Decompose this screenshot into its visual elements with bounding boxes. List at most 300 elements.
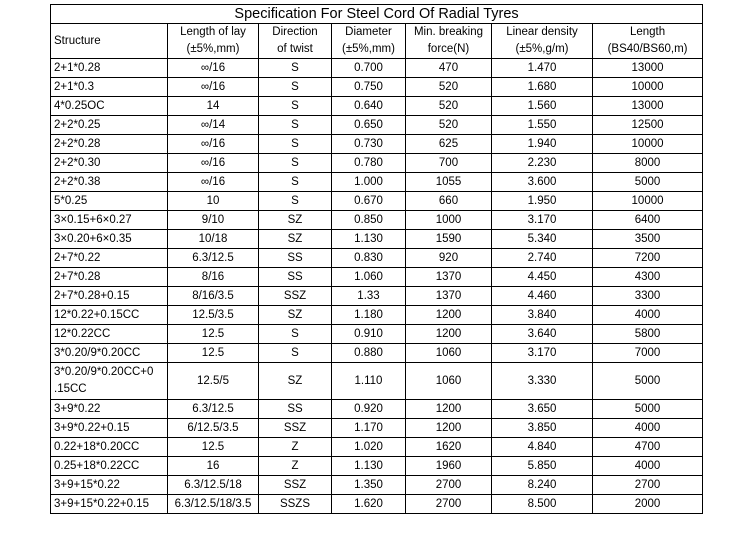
cell-length: [593, 59, 703, 78]
cell-value: 13000: [631, 100, 664, 112]
cell-length-of-lay: [168, 249, 259, 268]
cell-diameter: [332, 154, 406, 173]
cell-structure: [51, 211, 168, 230]
cell-structure: [51, 476, 168, 495]
cell-value: 2+2*0.28: [54, 138, 101, 150]
cell-value: 1.170: [354, 422, 383, 434]
cell-direction-of-twist: [259, 211, 332, 230]
cell-value: 3.170: [527, 214, 557, 226]
cell-value: 3.640: [527, 328, 557, 340]
table-row: [51, 400, 703, 419]
cell-value: 0.700: [354, 62, 383, 74]
cell-diameter: [332, 287, 406, 306]
cell-value: 0.650: [354, 119, 383, 131]
cell-min-breaking-force: [406, 249, 492, 268]
cell-length: [593, 211, 703, 230]
cell-value: 7000: [634, 347, 661, 359]
cell-direction-of-twist: [259, 287, 332, 306]
cell-value: 4300: [634, 271, 661, 283]
cell-structure: [51, 457, 168, 476]
cell-diameter: [332, 457, 406, 476]
spec-table: [50, 4, 703, 514]
cell-linear-density: [492, 154, 593, 173]
cell-length-of-lay: [168, 173, 259, 192]
cell-value: 1370: [435, 271, 462, 283]
cell-value: 1.060: [354, 271, 383, 283]
cell-value: 1.550: [527, 119, 557, 131]
cell-linear-density: [492, 116, 593, 135]
table-row: [51, 59, 703, 78]
table-row: [51, 78, 703, 97]
cell-value: 14: [206, 100, 220, 112]
column-header-length: [593, 24, 703, 59]
cell-direction-of-twist: [259, 344, 332, 363]
cell-min-breaking-force: [406, 287, 492, 306]
cell-value: 10000: [631, 138, 664, 150]
cell-direction-of-twist: [259, 363, 332, 400]
cell-length: [593, 192, 703, 211]
table-row: [51, 173, 703, 192]
cell-length-of-lay: [168, 438, 259, 457]
cell-value: S: [291, 347, 299, 359]
cell-length-of-lay: [168, 135, 259, 154]
cell-value: SZ: [287, 214, 303, 226]
cell-direction-of-twist: [259, 495, 332, 514]
cell-value: 3*0.20/9*0.20CC: [54, 347, 141, 359]
cell-value: 3.850: [527, 422, 557, 434]
cell-linear-density: [492, 438, 593, 457]
cell-value: S: [291, 138, 299, 150]
cell-value: 12.5: [201, 441, 225, 453]
cell-diameter: [332, 495, 406, 514]
cell-value: 6.3/12.5: [192, 403, 234, 415]
cell-direction-of-twist: [259, 419, 332, 438]
cell-value: 1370: [435, 290, 462, 302]
table-row: [51, 192, 703, 211]
cell-value: 0.670: [354, 195, 383, 207]
table-row: [51, 116, 703, 135]
cell-value: 12*0.22CC: [54, 328, 111, 340]
cell-structure: [51, 268, 168, 287]
column-header-line1: Length: [629, 26, 666, 38]
cell-direction-of-twist: [259, 154, 332, 173]
cell-value: 3*0.20/9*0.20CC+0: [54, 366, 154, 378]
cell-value: 3.600: [527, 176, 557, 188]
column-header-line1: Direction: [272, 26, 318, 38]
cell-structure: [51, 78, 168, 97]
cell-value: 2700: [435, 479, 462, 491]
cell-diameter: [332, 192, 406, 211]
cell-value: ∞/16: [200, 157, 226, 169]
cell-direction-of-twist: [259, 268, 332, 287]
cell-diameter: [332, 116, 406, 135]
cell-length: [593, 325, 703, 344]
cell-length-of-lay: [168, 306, 259, 325]
cell-length-of-lay: [168, 230, 259, 249]
cell-diameter: [332, 78, 406, 97]
column-header-line2: (±5%,g/m): [515, 43, 569, 55]
cell-value: ∞/16: [200, 176, 226, 188]
column-header-line1: Diameter: [345, 26, 392, 38]
cell-diameter: [332, 400, 406, 419]
cell-value: 1060: [435, 347, 462, 359]
cell-linear-density: [492, 249, 593, 268]
cell-value: 2+2*0.38: [54, 176, 101, 188]
cell-value: 8/16: [201, 271, 225, 283]
cell-value: 0.910: [354, 328, 383, 340]
cell-min-breaking-force: [406, 457, 492, 476]
cell-value: 1960: [435, 460, 462, 472]
cell-structure: [51, 116, 168, 135]
cell-value: 8000: [634, 157, 661, 169]
cell-value: 10: [206, 195, 220, 207]
cell-length: [593, 306, 703, 325]
cell-value: 1620: [435, 441, 462, 453]
cell-direction-of-twist: [259, 476, 332, 495]
cell-length-of-lay: [168, 59, 259, 78]
cell-value: 5000: [634, 403, 661, 415]
cell-value: 3×0.15+6×0.27: [54, 214, 132, 226]
table-row: [51, 230, 703, 249]
cell-value: 12.5: [201, 347, 225, 359]
cell-value: 1.130: [354, 460, 383, 472]
cell-linear-density: [492, 135, 593, 154]
cell-value: 3500: [634, 233, 661, 245]
cell-value: 13000: [631, 62, 664, 74]
cell-value: 2+7*0.28: [54, 271, 101, 283]
cell-diameter: [332, 476, 406, 495]
cell-value: 1000: [435, 214, 462, 226]
table-row: [51, 476, 703, 495]
cell-length: [593, 363, 703, 400]
cell-value: 4.450: [527, 271, 557, 283]
cell-value: ∞/16: [200, 62, 226, 74]
cell-value: 10000: [631, 195, 664, 207]
cell-structure: [51, 363, 168, 400]
cell-value: 0.880: [354, 347, 383, 359]
cell-linear-density: [492, 287, 593, 306]
cell-min-breaking-force: [406, 78, 492, 97]
cell-value: 2.740: [527, 252, 557, 264]
table-row: [51, 438, 703, 457]
cell-value: 1200: [435, 309, 462, 321]
cell-value: 1590: [435, 233, 462, 245]
cell-value: 0.850: [354, 214, 383, 226]
cell-value: 4700: [634, 441, 661, 453]
cell-value: 9/10: [201, 214, 225, 226]
cell-value: 6.3/12.5/18: [184, 479, 242, 491]
cell-min-breaking-force: [406, 495, 492, 514]
cell-value: 4000: [634, 460, 661, 472]
table-row: [51, 306, 703, 325]
cell-value: 4000: [634, 309, 661, 321]
cell-value: 470: [438, 62, 459, 74]
cell-structure: [51, 249, 168, 268]
cell-linear-density: [492, 400, 593, 419]
cell-value: 1.33: [357, 290, 380, 302]
cell-direction-of-twist: [259, 78, 332, 97]
cell-value: 3.330: [527, 374, 557, 387]
cell-value: 3.840: [527, 309, 557, 321]
cell-diameter: [332, 211, 406, 230]
cell-value: 5000: [634, 374, 661, 387]
cell-min-breaking-force: [406, 476, 492, 495]
cell-value: 1200: [435, 422, 462, 434]
cell-diameter: [332, 268, 406, 287]
cell-value: S: [291, 328, 299, 340]
cell-structure: [51, 287, 168, 306]
cell-length-of-lay: [168, 287, 259, 306]
cell-value: 3.650: [527, 403, 557, 415]
cell-value: Z: [291, 460, 299, 472]
column-header-min-breaking-force: [406, 24, 492, 59]
table-row: [51, 249, 703, 268]
cell-min-breaking-force: [406, 135, 492, 154]
cell-direction-of-twist: [259, 438, 332, 457]
cell-min-breaking-force: [406, 211, 492, 230]
cell-length-of-lay: [168, 97, 259, 116]
cell-value: 3.170: [527, 347, 557, 359]
cell-value: SSZ: [283, 290, 307, 302]
cell-diameter: [332, 419, 406, 438]
column-header-length-of-lay: [168, 24, 259, 59]
cell-min-breaking-force: [406, 230, 492, 249]
cell-value: 8.500: [527, 498, 557, 510]
cell-value: Z: [291, 441, 299, 453]
table-row: [51, 211, 703, 230]
cell-length-of-lay: [168, 78, 259, 97]
cell-diameter: [332, 59, 406, 78]
cell-value: 2+1*0.3: [54, 81, 94, 93]
cell-min-breaking-force: [406, 116, 492, 135]
cell-structure: [51, 59, 168, 78]
table-title: Specification For Steel Cord Of Radial Tyres: [51, 5, 703, 24]
cell-length: [593, 78, 703, 97]
cell-min-breaking-force: [406, 97, 492, 116]
column-header-line2: of twist: [277, 43, 313, 55]
cell-direction-of-twist: [259, 230, 332, 249]
cell-value: SSZ: [283, 422, 307, 434]
table-row: [51, 457, 703, 476]
cell-length: [593, 438, 703, 457]
cell-length-of-lay: [168, 268, 259, 287]
cell-length: [593, 287, 703, 306]
cell-structure: [51, 306, 168, 325]
cell-value: 3+9+15*0.22: [54, 479, 120, 491]
cell-value: 1.110: [354, 374, 383, 387]
cell-length-of-lay: [168, 457, 259, 476]
column-header-line2: (±5%,mm): [186, 43, 240, 55]
cell-value: ∞/14: [200, 119, 226, 131]
cell-direction-of-twist: [259, 249, 332, 268]
cell-direction-of-twist: [259, 192, 332, 211]
cell-value: 1.560: [527, 100, 557, 112]
cell-length-of-lay: [168, 400, 259, 419]
cell-value: SZ: [287, 309, 303, 321]
table-row: [51, 495, 703, 514]
cell-value: 700: [438, 157, 459, 169]
table-row: [51, 135, 703, 154]
cell-length-of-lay: [168, 211, 259, 230]
column-header-diameter: [332, 24, 406, 59]
cell-min-breaking-force: [406, 419, 492, 438]
cell-value: 2700: [634, 479, 661, 491]
cell-value: 1200: [435, 403, 462, 415]
cell-length: [593, 476, 703, 495]
cell-value: 1200: [435, 328, 462, 340]
cell-value: 625: [438, 138, 459, 150]
cell-value: 1.940: [527, 138, 557, 150]
cell-value: S: [291, 119, 299, 131]
cell-value: SSZ: [283, 479, 307, 491]
cell-value: 1.350: [354, 479, 383, 491]
cell-value: 0.780: [354, 157, 383, 169]
cell-direction-of-twist: [259, 457, 332, 476]
cell-length-of-lay: [168, 419, 259, 438]
cell-diameter: [332, 97, 406, 116]
cell-linear-density: [492, 211, 593, 230]
cell-structure: [51, 325, 168, 344]
cell-value: 12*0.22+0.15CC: [54, 309, 140, 321]
column-header-line1: Length of lay: [180, 26, 246, 38]
column-header-line2: force(N): [427, 43, 470, 55]
cell-value: S: [291, 62, 299, 74]
cell-value: 10000: [631, 81, 664, 93]
cell-diameter: [332, 230, 406, 249]
cell-value: 520: [438, 100, 459, 112]
cell-structure: [51, 97, 168, 116]
cell-value: SS: [287, 252, 303, 264]
cell-diameter: [332, 173, 406, 192]
cell-linear-density: [492, 363, 593, 400]
cell-direction-of-twist: [259, 97, 332, 116]
cell-direction-of-twist: [259, 173, 332, 192]
cell-value: 2+2*0.30: [54, 157, 101, 169]
cell-min-breaking-force: [406, 192, 492, 211]
cell-structure: [51, 135, 168, 154]
cell-value: 1.180: [354, 309, 383, 321]
cell-value: 16: [206, 460, 220, 472]
cell-value: ∞/16: [200, 138, 226, 150]
cell-linear-density: [492, 173, 593, 192]
cell-direction-of-twist: [259, 135, 332, 154]
cell-value: 0.25+18*0.22CC: [54, 460, 140, 472]
table-row: [51, 419, 703, 438]
cell-value: 2+7*0.22: [54, 252, 101, 264]
column-header-direction-of-twist: [259, 24, 332, 59]
cell-linear-density: [492, 97, 593, 116]
cell-linear-density: [492, 78, 593, 97]
cell-value: 4*0.25OC: [54, 100, 105, 112]
cell-value: SSZS: [279, 498, 311, 510]
cell-diameter: [332, 306, 406, 325]
column-header-line1: Structure: [54, 34, 101, 47]
cell-structure: [51, 173, 168, 192]
cell-length: [593, 173, 703, 192]
cell-linear-density: [492, 306, 593, 325]
table-row: [51, 268, 703, 287]
cell-length-of-lay: [168, 116, 259, 135]
cell-linear-density: [492, 192, 593, 211]
cell-value: 4.840: [527, 441, 557, 453]
table-row: [51, 325, 703, 344]
column-header-line2: (±5%,mm): [342, 43, 395, 55]
cell-direction-of-twist: [259, 116, 332, 135]
cell-value: 2.230: [527, 157, 557, 169]
cell-diameter: [332, 325, 406, 344]
cell-value: 6.3/12.5/18/3.5: [174, 498, 252, 510]
cell-value: 5.850: [527, 460, 557, 472]
cell-linear-density: [492, 59, 593, 78]
cell-linear-density: [492, 419, 593, 438]
cell-value: 8.240: [527, 479, 557, 491]
cell-diameter: [332, 135, 406, 154]
cell-value: S: [291, 81, 299, 93]
cell-value: SZ: [287, 233, 303, 245]
cell-value-continued: .15CC: [54, 383, 87, 395]
cell-value: 2+2*0.25: [54, 119, 101, 131]
cell-value: 3300: [634, 290, 661, 302]
cell-value: 1060: [435, 374, 462, 387]
cell-value: 3+9*0.22+0.15: [54, 422, 130, 434]
cell-linear-density: [492, 230, 593, 249]
cell-value: 5000: [634, 176, 661, 188]
cell-length: [593, 268, 703, 287]
cell-value: 0.640: [354, 100, 383, 112]
cell-structure: [51, 495, 168, 514]
table-row: [51, 363, 703, 400]
cell-value: 1.000: [354, 176, 383, 188]
cell-min-breaking-force: [406, 438, 492, 457]
cell-linear-density: [492, 476, 593, 495]
cell-diameter: [332, 363, 406, 400]
cell-value: 3×0.20+6×0.35: [54, 233, 132, 245]
cell-linear-density: [492, 457, 593, 476]
cell-value: ∞/16: [200, 81, 226, 93]
cell-value: SS: [287, 403, 303, 415]
cell-linear-density: [492, 495, 593, 514]
cell-value: 12500: [631, 119, 664, 131]
cell-value: 12.5/5: [197, 374, 229, 387]
cell-linear-density: [492, 325, 593, 344]
cell-value: 6/12.5/3.5: [187, 422, 239, 434]
cell-length: [593, 400, 703, 419]
cell-min-breaking-force: [406, 173, 492, 192]
cell-length: [593, 230, 703, 249]
cell-diameter: [332, 344, 406, 363]
cell-value: 5.340: [527, 233, 557, 245]
cell-value: S: [291, 195, 299, 207]
cell-length-of-lay: [168, 495, 259, 514]
cell-min-breaking-force: [406, 363, 492, 400]
cell-value: 660: [438, 195, 459, 207]
cell-length-of-lay: [168, 192, 259, 211]
cell-value: 12.5: [201, 328, 225, 340]
cell-min-breaking-force: [406, 154, 492, 173]
cell-value: 4.460: [527, 290, 557, 302]
cell-value: 5800: [634, 328, 661, 340]
cell-value: 1055: [435, 176, 462, 188]
cell-diameter: [332, 249, 406, 268]
table-body: [51, 59, 703, 514]
table-row: [51, 344, 703, 363]
cell-length: [593, 116, 703, 135]
cell-value: 1.020: [354, 441, 383, 453]
cell-value: 0.730: [354, 138, 383, 150]
cell-value: 1.620: [354, 498, 383, 510]
cell-structure: [51, 192, 168, 211]
column-header-line1: Linear density: [506, 26, 578, 38]
